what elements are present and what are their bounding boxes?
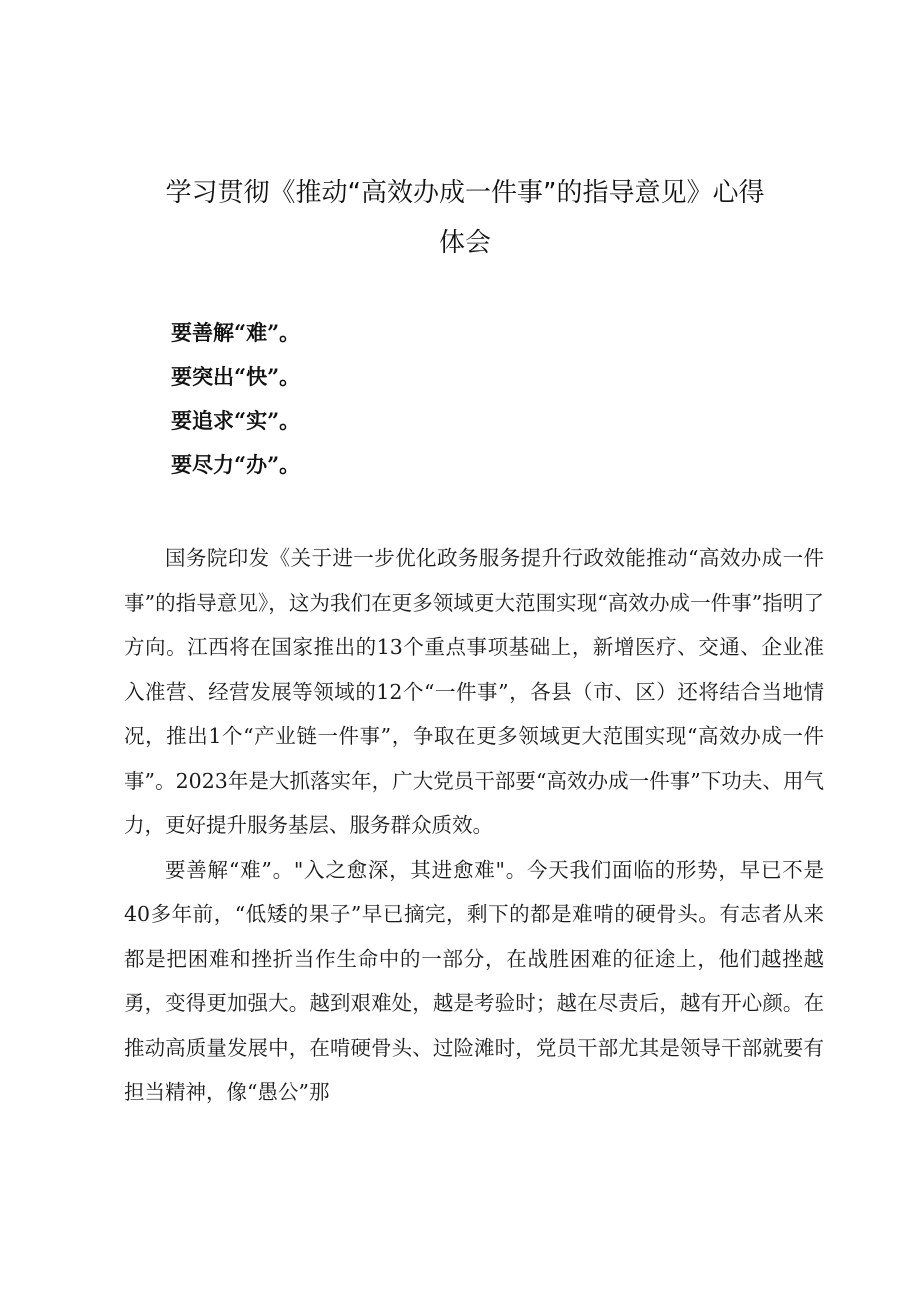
title-line-2: 体会 — [438, 228, 491, 258]
outline-item: 要尽力“办”。 — [171, 452, 301, 477]
document-title — [120, 168, 810, 268]
body-text — [124, 536, 824, 1115]
outline-item: 要突出“快”。 — [171, 364, 301, 389]
outline-list — [171, 311, 300, 487]
paragraph-intro: 国务院印发《关于进一步优化政务服务提升行政效能推动“高效办成一件事”的指导意见》，这为我们在更多领域更大范围实现“高效办成一件事”指明了方向。江西将在国家推出的13个重点事项基础上，新增医疗、交通、企业准入准营、经营发展等领域的12个“一件事”，各县（市、区）还将结合当地情况，推出1个“产业链一件事”，争取在更多领域更大范围实现“高效办成一件事”。2023年是大抓落实年，广大党员干部要“高效办成一件事”下功夫、用气力，更好提升服务基层、服务群众质效。 — [124, 546, 824, 837]
outline-item: 要善解“难”。 — [171, 320, 301, 345]
title-line-1: 学习贯彻《推动“高效办成一件事”的指导意见》心得 — [165, 178, 765, 208]
outline-item: 要追求“实”。 — [171, 408, 301, 433]
paragraph-difficulty: 要善解“难”。"入之愈深，其进愈难"。今天我们面临的形势，早已不是40多年前，“低矮的果子”早已摘完，剩下的都是难啃的硬骨头。有志者从来都是把困难和挫折当作生命中的一部分，在战胜困难的征途上，他们越挫越勇，变得更加强大。越到艰难处，越是考验时；越在尽责后，越有开心颜。在推动高质量发展中，在啃硬骨头、过险滩时，党员干部尤其是领导干部就要有担当精神，像“愚公”那 — [124, 857, 824, 1104]
